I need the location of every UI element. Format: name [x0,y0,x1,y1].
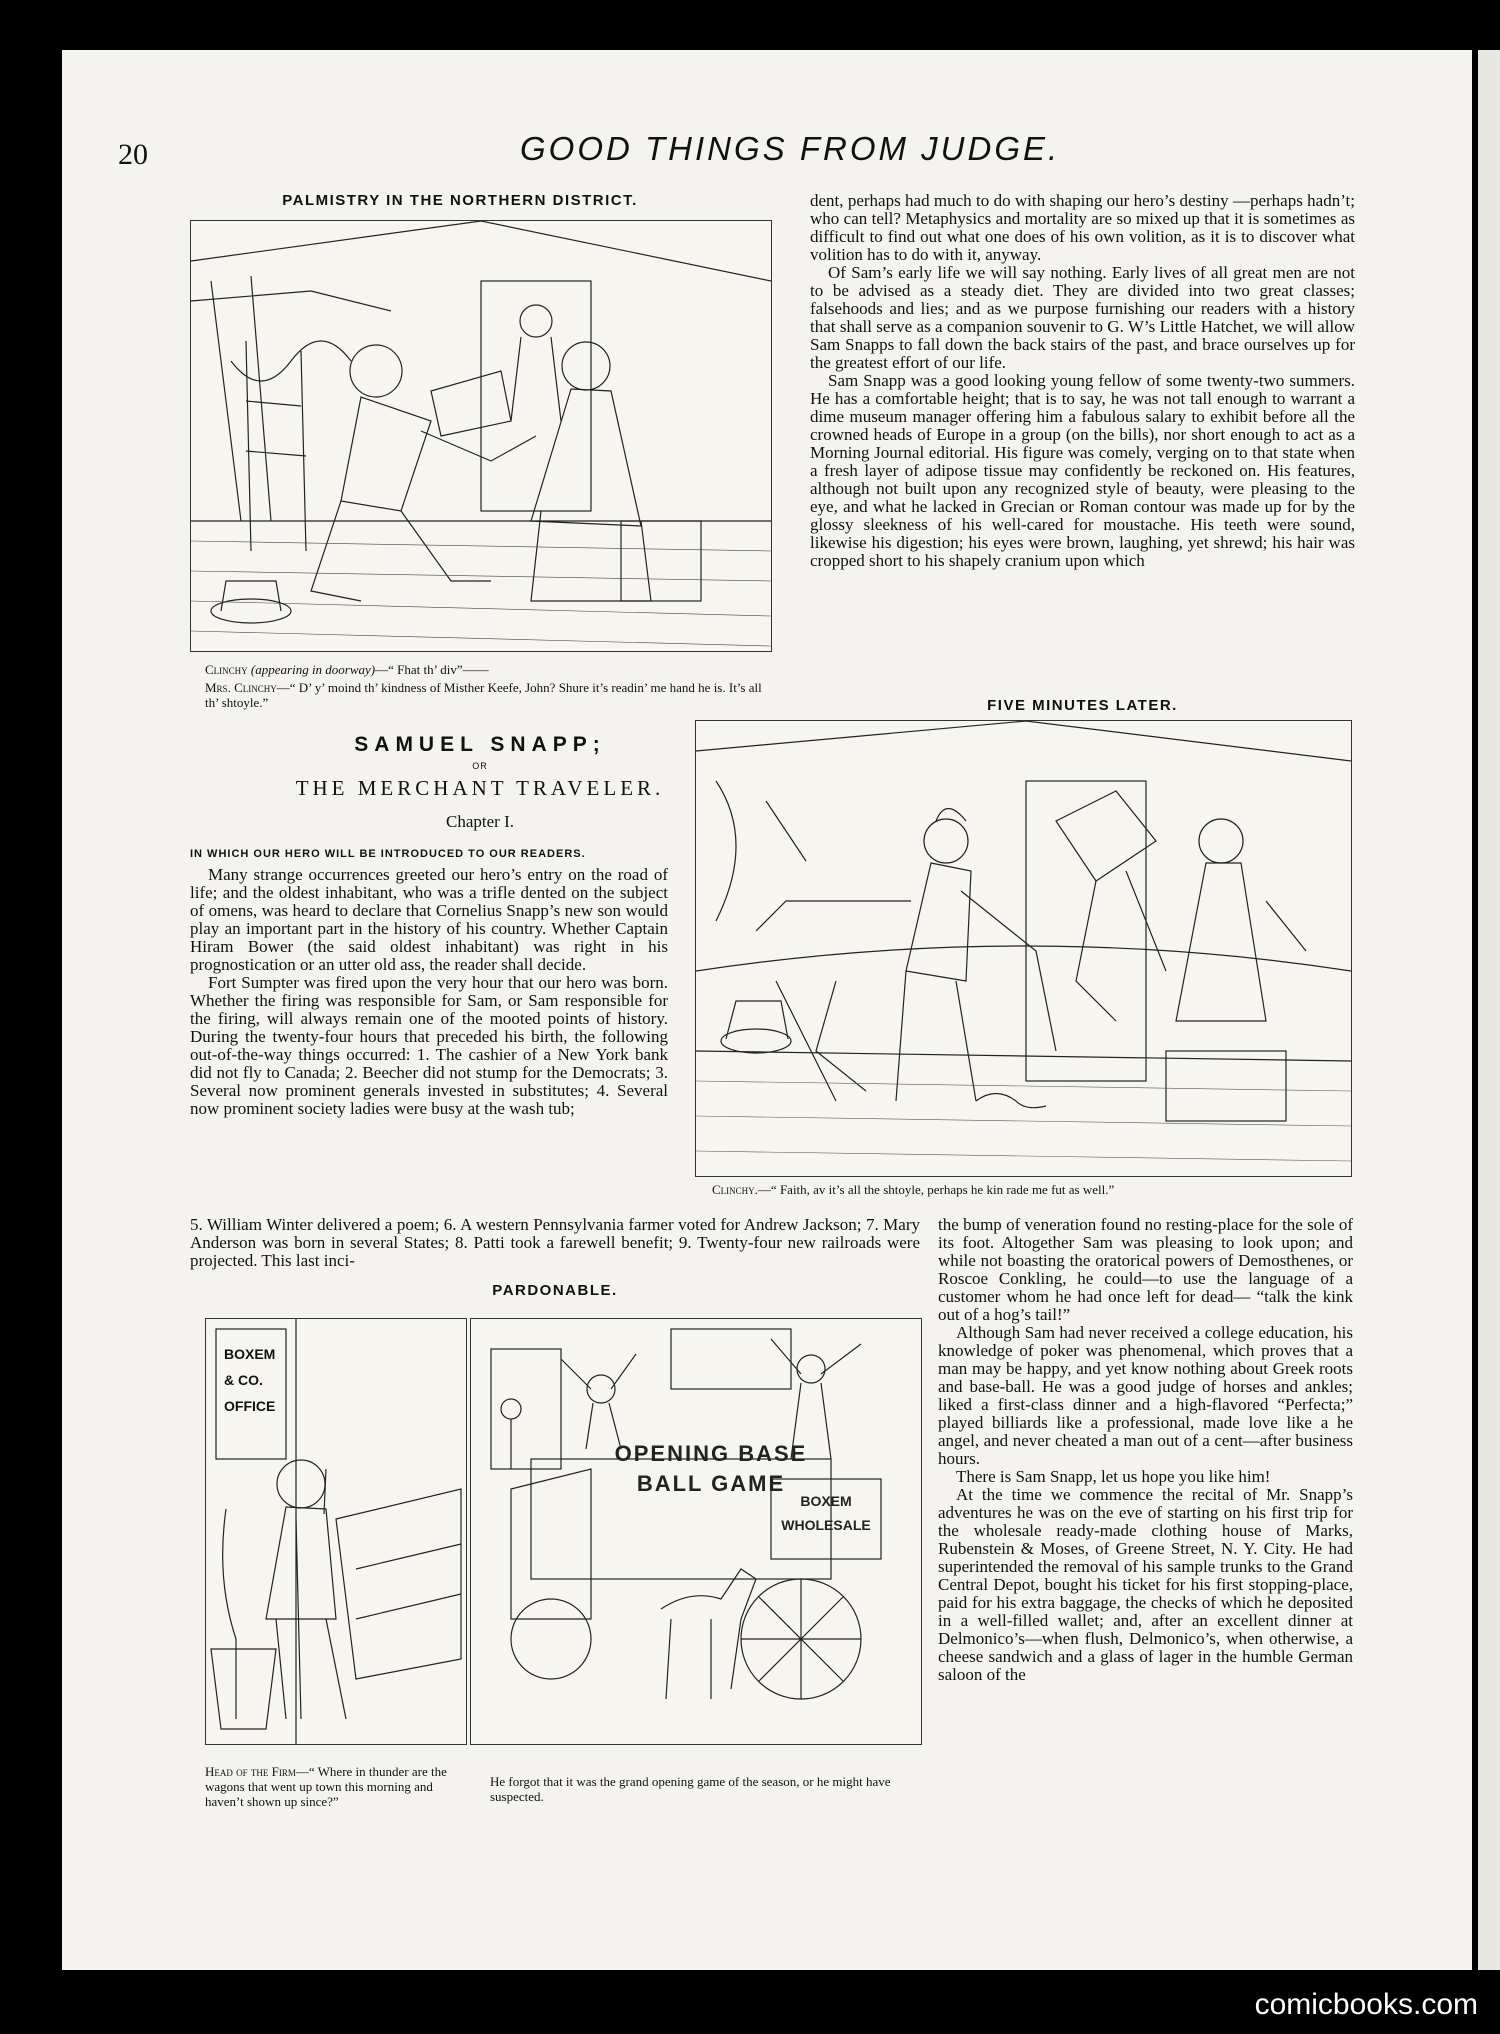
story-paragraph: There is Sam Snapp, let us hope you like him! [956,1467,1271,1486]
chapter-heading: Chapter I. [446,812,514,831]
story-left-column [190,866,668,1118]
boxem-office-sign: BOXEM & CO. OFFICE [224,1346,276,1414]
story-right-column-top [810,192,1355,570]
pardonable-left-illustration [205,1318,467,1745]
five-minutes-caption-speaker: Clinchy [712,1182,755,1197]
palmistry-caption-2 [205,680,765,710]
palmistry-caption-2-text: —“ D’ y’ moind th’ kindness of Misther Keefe, John? Shure it’s readin’ me hand he is. It’s all th’ shtoyle.” [205,680,762,710]
story-or: OR [472,761,488,771]
palmistry-title: PALMISTRY IN THE NORTHERN DISTRICT. [282,192,638,209]
story-title: SAMUEL SNAPP; [354,733,606,756]
story-paragraph: Many strange occurrences greeted our hero’s entry on the road of life; and the oldest inhabitant, who was a trifle dented on the subject of omens, was heard to declare that Cornelius Snapp’s new son would play an important part in the history of his country. Whether Captain Hiram Bower (the said oldest inhabitant) was right in his prognostication or an utter old ass, the reader shall decide. [190,865,668,974]
story-subtitle: THE MERCHANT TRAVELER. [295,776,665,800]
story-paragraph: the bump of veneration found no resting-place for the sole of its foot. Altogether Sam was pleasing to look upon; and while not boasting the oratorical powers of Demosthenes, or Roscoe Conkling, he could—to use the language of a customer whom he had once left for dead— “talk the kink out of a hog’s tail!” [938,1215,1353,1324]
pardonable-right-illustration [470,1318,922,1745]
chapter-description: IN WHICH OUR HERO WILL BE INTRODUCED TO OUR READERS. [190,848,586,860]
story-paragraph: dent, perhaps had much to do with shaping our hero’s destiny —perhaps hadn’t; who can tell? Metaphysics and mortality are so mixed up that it is sometimes as difficult to find out what one does of his own volition, as it is to discover what volition has to do with it, anyway. [810,191,1355,264]
adjacent-page-edge [1478,50,1500,1970]
running-title: GOOD THINGS FROM JUDGE. [520,130,1061,167]
palmistry-caption-1-text: —“ Fhat th’ div”—— [375,662,489,677]
pardonable-caption-right: He forgot that it was the grand opening game of the season, or he might have suspected. [490,1774,891,1804]
story-paragraph: Although Sam had never received a college education, his knowledge of poker was phenomenal, which proves that a man may be happy, and yet know nothing about Greek roots and base-ball. He was a good judge of horses and ankles; liked a first-class dinner and a high-flavored “Perfecta;” played billiards like a professional, made love like a he angel, and never cheated a man out of a cent—after business hours. [938,1323,1353,1468]
palmistry-caption-2-speaker: Mrs. Clinchy [205,680,277,695]
story-right-column-bottom [938,1216,1353,1684]
story-paragraph: Of Sam’s early life we will say nothing. Early lives of all great men are not to be advised as a steady diet. They are divided into two great classes; falsehoods and lies; and as we purpose furnishing our readers with a history that shall serve as a companion souvenir to G. W’s Little Hatchet, we will allow Sam Snapps to fall down the back stairs of the past, and brace ourselves up for the greatest effort of our life. [810,263,1355,372]
pardonable-title: PARDONABLE. [492,1282,618,1299]
five-minutes-caption-text: .—“ Faith, av it’s all the shtoyle, perhaps he kin rade me fut as well.” [754,1182,1115,1197]
five-minutes-illustration [695,720,1352,1177]
story-paragraph: Fort Sumpter was fired upon the very hour that our hero was born. Whether the firing was responsible for Sam, or Sam responsible for the firing, will always remain one of the mooted points of history. During the twenty-four hours that preceded his birth, the following out-of-the-way things occurred: 1. The cashier of a New York bank did not fly to Canada; 2. Beecher did not stump for the Democrats; 3. Several now prominent generals invested in substitutes; 4. Several now prominent society ladies were busy at the wash tub; [190,973,668,1118]
five-minutes-drawing [696,721,1351,1176]
pardonable-caption-left [205,1764,460,1809]
five-minutes-caption [712,1182,1352,1197]
palmistry-caption-1-speaker: Clinchy [205,662,248,677]
palmistry-caption-1-direction: (appearing in doorway) [250,662,376,677]
story-wide-paragraph: 5. William Winter delivered a poem; 6. A western Pennsylvania farmer voted for Andrew Jackson; 7. Mary Anderson was born in several States; 8. Patti took a farewell benefit; 9. Twenty-four new railroads were projected. This last inci- [190,1215,920,1270]
watermark: comicbooks.com [1254,1988,1478,2021]
five-minutes-title: FIVE MINUTES LATER. [987,697,1178,714]
wagon-sign-opening-game: OPENING BASE BALL GAME [614,1441,808,1496]
palmistry-illustration [190,220,772,652]
wagon-sign-boxem: BOXEM WHOLESALE [781,1493,871,1533]
pardonable-caption-left-text: —“ Where in thunder are the wagons that went up town this morning and haven’t shown up since?” [205,1764,447,1809]
story-paragraph: Sam Snapp was a good looking young fellow of some twenty-two summers. He has a comfortable height; that is to say, he was not tall enough to warrant a dime museum manager offering him a fabulous salary to exhibit before all the crowned heads of Europe in a group (on the bills), nor short enough to act as a Morning Journal editorial. His figure was comely, verging on to that state when a fresh layer of adipose tissue may confidently be reckoned on. His features, although not built upon any recognized style of beauty, were pleasing to the eye, and what he lacked in Grecian or Roman contour was made up for by the glossy sleekness of his well-cared for moustache. His teeth were sound, likewise his digestion; his eyes were brown, laughing, yet shrewd; his hair was cropped short to his shapely cranium upon which [810,371,1355,570]
story-paragraph: At the time we commence the recital of Mr. Snapp’s adventures he was on the eve of starting on his first trip for the wholesale ready-made clothing house of Marks, Rubenstein & Moses, of Greene Street, N. Y. City. He had superintended the removal of his sample trunks to the Grand Central Depot, bought his ticket for his first stopping-place, paid for his extra baggage, the checks of which he deposited in a well-filled wallet; and, after an excellent dinner at Delmonico’s—when flush, Delmonico’s, when otherwise, a cheese sandwich and a glass of lager in the humble German saloon of the [938,1485,1353,1684]
pardonable-caption-left-speaker: Head of the Firm [205,1764,296,1779]
palmistry-drawing [191,221,771,651]
palmistry-caption-1 [205,662,765,677]
page-number: 20 [118,138,148,171]
